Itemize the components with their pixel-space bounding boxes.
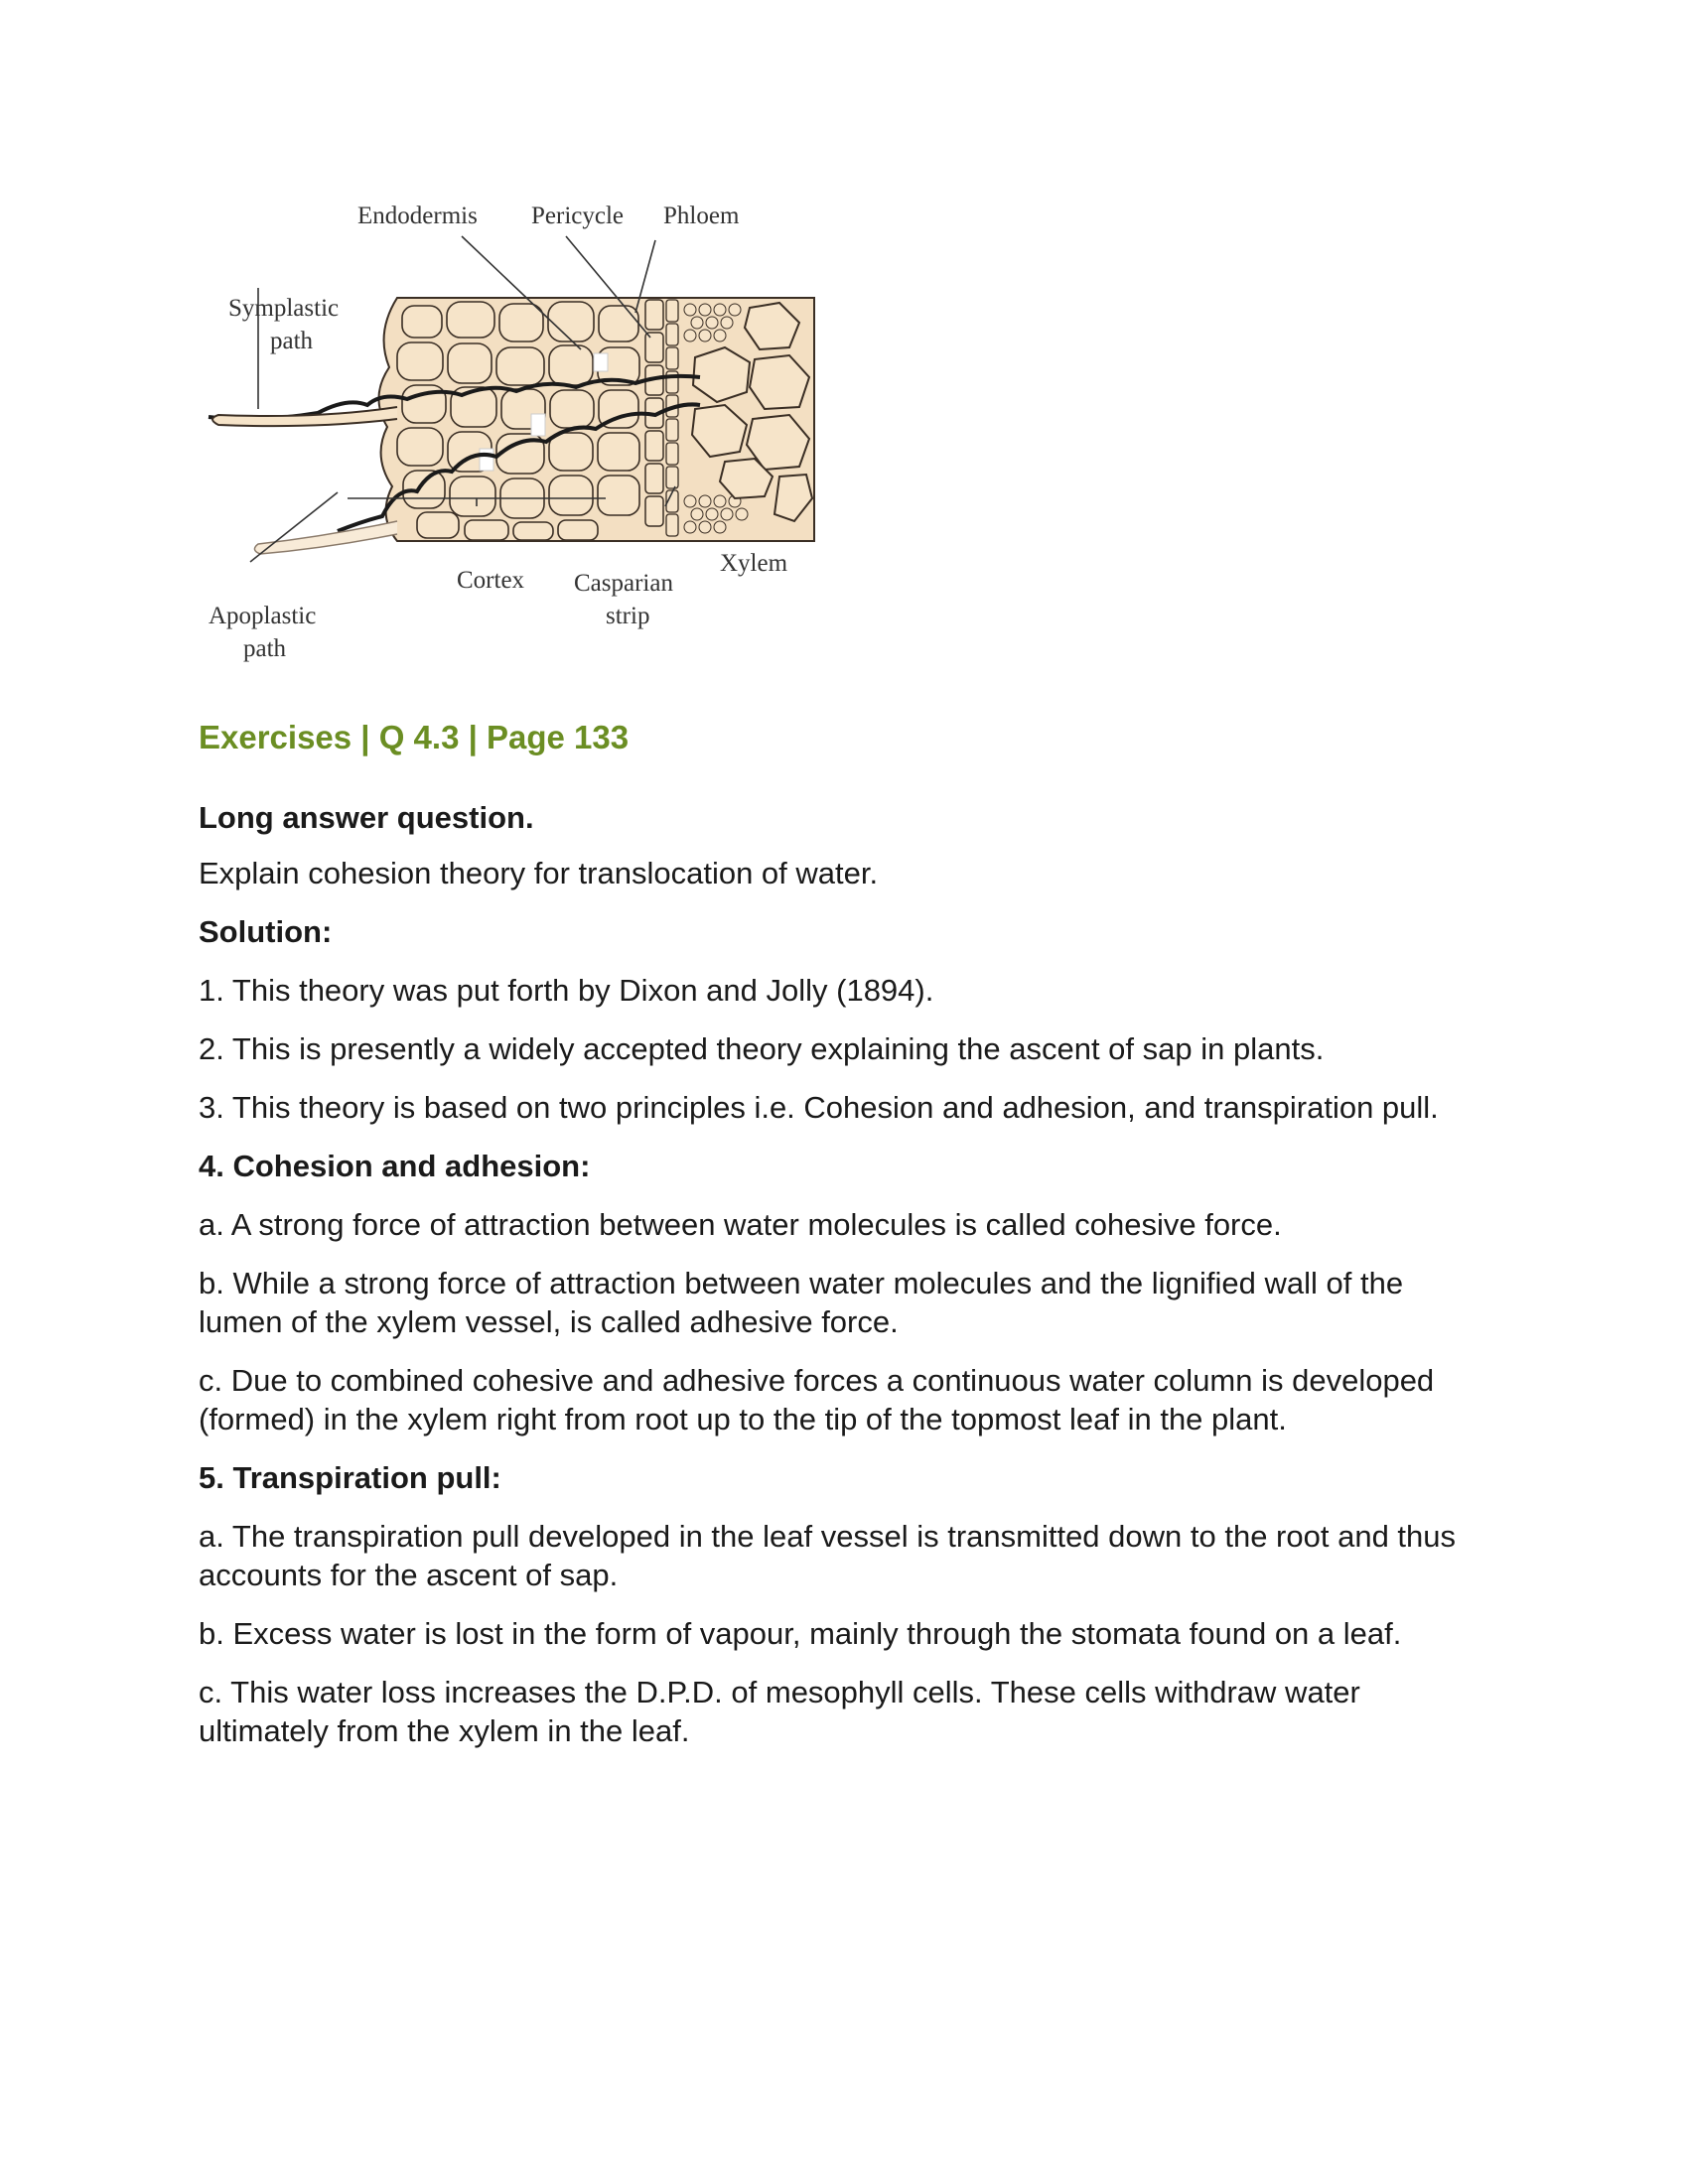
label-casparian-1: Casparian (574, 570, 673, 597)
question-reference[interactable]: Exercises | Q 4.3 | Page 133 (199, 719, 630, 755)
solution-point-3: 3. This theory is based on two principles i.e. Cohesion and adhesion, and transpiration pull. (199, 1090, 1439, 1125)
cohesion-heading: 4. Cohesion and adhesion: (199, 1149, 591, 1183)
transpiration-point-b: b. Excess water is lost in the form of vapour, mainly through the stomata found on a leaf. (199, 1616, 1402, 1651)
label-casparian-2: strip (606, 603, 650, 629)
question-text: Explain cohesion theory for translocation of water. (199, 856, 879, 890)
root-cross-section-diagram (199, 189, 854, 685)
label-apoplastic-1: Apoplastic (209, 603, 317, 629)
transpiration-heading: 5. Transpiration pull: (199, 1460, 501, 1495)
question-content (199, 719, 1489, 1770)
transpiration-point-c: c. This water loss increases the D.P.D. of mesophyll cells. These cells withdraw water ultimately from the xylem in the leaf. (199, 1675, 1360, 1748)
transpiration-point-a: a. The transpiration pull developed in the leaf vessel is transmitted down to the root and thus accounts for the ascent of sap. (199, 1519, 1457, 1592)
label-pericycle: Pericycle (531, 203, 625, 229)
label-xylem: Xylem (720, 550, 788, 577)
solution-point-1: 1. This theory was put forth by Dixon and Jolly (1894). (199, 973, 934, 1008)
solution-point-2: 2. This is presently a widely accepted theory explaining the ascent of sap in plants. (199, 1031, 1325, 1066)
label-cortex: Cortex (457, 567, 525, 594)
root-hair (212, 407, 397, 426)
cohesion-point-c: c. Due to combined cohesive and adhesive forces a continuous water column is developed (formed) in the xylem right from root up to the tip of the topmost leaf in the plant. (199, 1363, 1435, 1436)
root-water-pathway-figure (199, 189, 854, 685)
label-apoplastic-2: path (243, 635, 287, 662)
cortex-cells (397, 302, 639, 540)
solution-heading: Solution: (199, 914, 333, 949)
question-type: Long answer question. (199, 800, 534, 835)
label-symplastic-2: path (270, 328, 314, 354)
lower-root-hair (254, 521, 397, 554)
label-phloem: Phloem (663, 203, 740, 229)
cohesion-point-b: b. While a strong force of attraction between water molecules and the lignified wall of the lumen of the xylem vessel, is called adhesive force. (199, 1266, 1404, 1339)
label-symplastic-1: Symplastic (228, 295, 340, 322)
cohesion-point-a: a. A strong force of attraction between water molecules is called cohesive force. (199, 1207, 1282, 1242)
label-endodermis: Endodermis (357, 203, 478, 229)
